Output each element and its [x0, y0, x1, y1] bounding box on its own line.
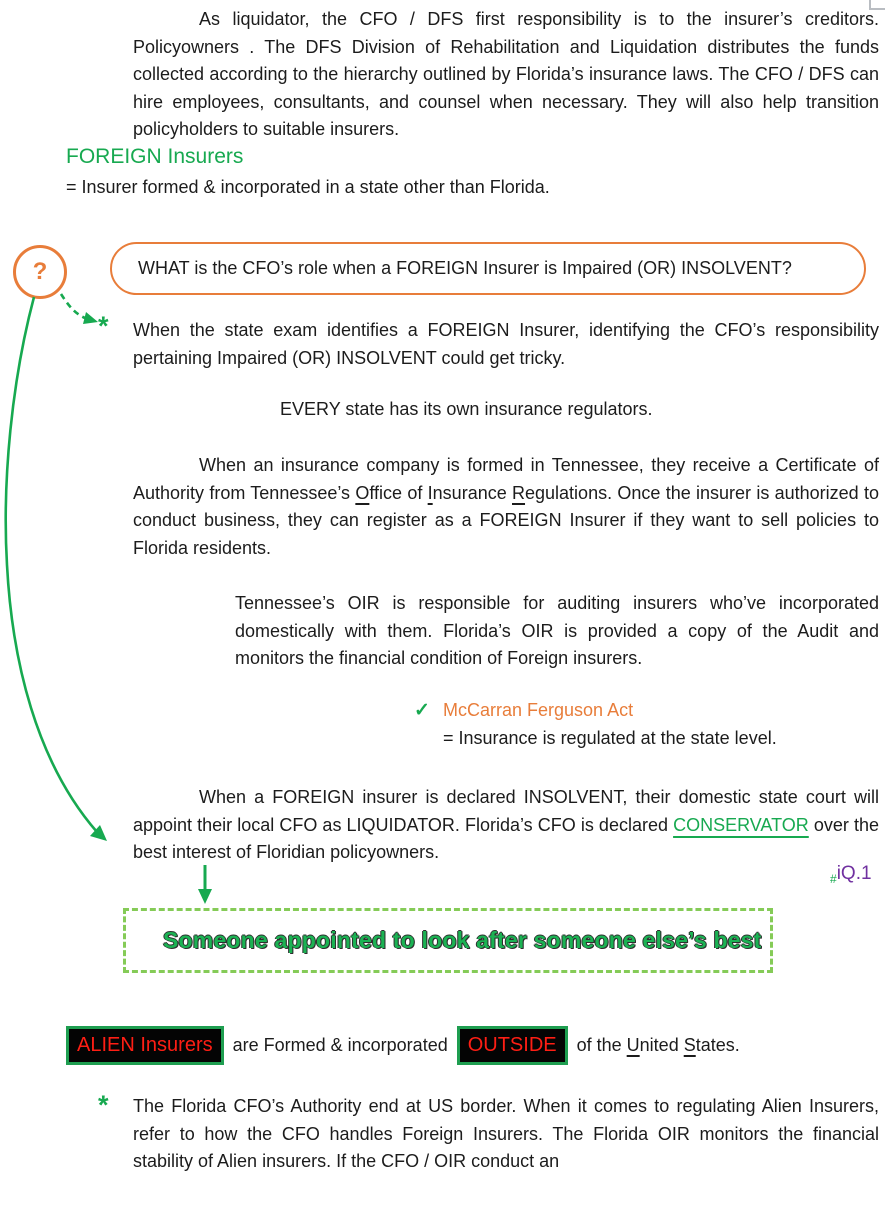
alien-insurers-line: [66, 1026, 740, 1065]
tennessee-text-1: When an insurance company is formed in Tennessee, they receive a Certificate of Authority from Tennessee’s: [133, 455, 879, 503]
tennessee-text-3: nsurance: [432, 482, 513, 503]
alien-tail-1: of the: [576, 1035, 627, 1055]
oir-audit-paragraph: Tennessee’s OIR is responsible for auditing insurers who’ve incorporated domestically with them. Florida’s OIR is provided a copy of the Audit and monitors the financial condition of Foreign insurers.: [235, 593, 879, 668]
every-state-line: EVERY state has its own insurance regulators.: [280, 399, 653, 419]
underlined-letter-r: R: [512, 482, 526, 503]
alien-tail-3: tates.: [695, 1035, 740, 1055]
long-arc-arrowhead-icon: [90, 825, 107, 841]
insolvent-text-1: When a FOREIGN insurer is declared INSOLVENT, their domestic state court will appoint their local CFO as LIQUIDATOR. Florida’s CFO is declared: [133, 787, 879, 835]
underlined-letter-u: U: [626, 1035, 640, 1055]
conservator-note-text: Someone appointed to look after someone else’s best: [163, 927, 762, 953]
iq-reference-label: iQ.1: [836, 863, 872, 884]
dashed-arrow-line: [61, 294, 85, 318]
intro-paragraph: As liquidator, the CFO / DFS first responsibility is to the insurer’s creditors. Policyowners . The DFS Division of Rehabilitation and Liquidation distributes the funds collected according to the hierarchy outlined by Florida’s insurance laws. The CFO / DFS can hire employees, consultants, and counsel when necessary. They will also help transition policyholders to suitable insurers.: [133, 9, 879, 139]
question-mark-bubble: [13, 245, 67, 299]
conservator-drop-arrowhead-icon: [198, 889, 212, 904]
conservator-term: CONSERVATOR: [673, 814, 809, 835]
checkmark-icon: ✓: [414, 700, 430, 721]
insolvent-paragraph: [133, 784, 879, 867]
tennessee-paragraph: [133, 452, 879, 562]
foreign-insurers-definition: = Insurer formed & incorporated in a state other than Florida.: [66, 177, 550, 197]
mccarran-title: McCarran Ferguson Act: [443, 700, 634, 720]
tennessee-text-4: egulations. Once the insurer is authorized to conduct business, they can register as a FOREIGN Insurer if they want to sell policies to Florida residents.: [133, 482, 879, 558]
foreign-insurers-heading: FOREIGN Insurers: [66, 145, 244, 168]
question-callout: [110, 242, 866, 295]
underlined-letter-s: S: [683, 1035, 696, 1055]
alien-insurers-chip: ALIEN Insurers: [66, 1026, 224, 1065]
iq-reference: [830, 863, 872, 885]
underlined-letter-i: I: [427, 482, 433, 503]
state-exam-paragraph: When the state exam identifies a FOREIGN Insurer, identifying the CFO’s responsibility pertaining Impaired (OR) INSOLVENT could get tricky.: [133, 320, 879, 368]
alien-tail-text: [577, 1035, 740, 1056]
question-text: WHAT is the CFO’s role when a FOREIGN Insurer is Impaired (OR) INSOLVENT?: [138, 258, 792, 278]
insolvent-text-2: over the best interest of Floridian policyowners.: [133, 814, 879, 862]
tennessee-text-2: ffice of: [369, 482, 428, 503]
question-mark-glyph: ?: [32, 258, 48, 285]
conservator-note-box: [123, 908, 773, 973]
outside-chip: OUTSIDE: [457, 1026, 568, 1065]
hash-icon: #: [830, 872, 837, 886]
mccarran-definition: = Insurance is regulated at the state level.: [443, 728, 777, 748]
asterisk-bullet-icon: *: [98, 311, 109, 341]
long-arc-arrow-line: [6, 297, 97, 832]
alien-tail-2: nited: [639, 1035, 684, 1055]
underlined-letter-o: O: [355, 482, 370, 503]
asterisk-bullet-icon-2: *: [98, 1090, 109, 1120]
alien-regulation-paragraph: The Florida CFO’s Authority end at US border. When it comes to regulating Alien Insurers, refer to how the CFO handles Foreign Insurers. The Florida OIR monitors the financial stability of Alien insurers. If the CFO / OIR conduct an: [133, 1096, 879, 1171]
alien-mid-text: are Formed & incorporated: [232, 1035, 448, 1055]
dashed-arrowhead-icon: [83, 312, 98, 324]
